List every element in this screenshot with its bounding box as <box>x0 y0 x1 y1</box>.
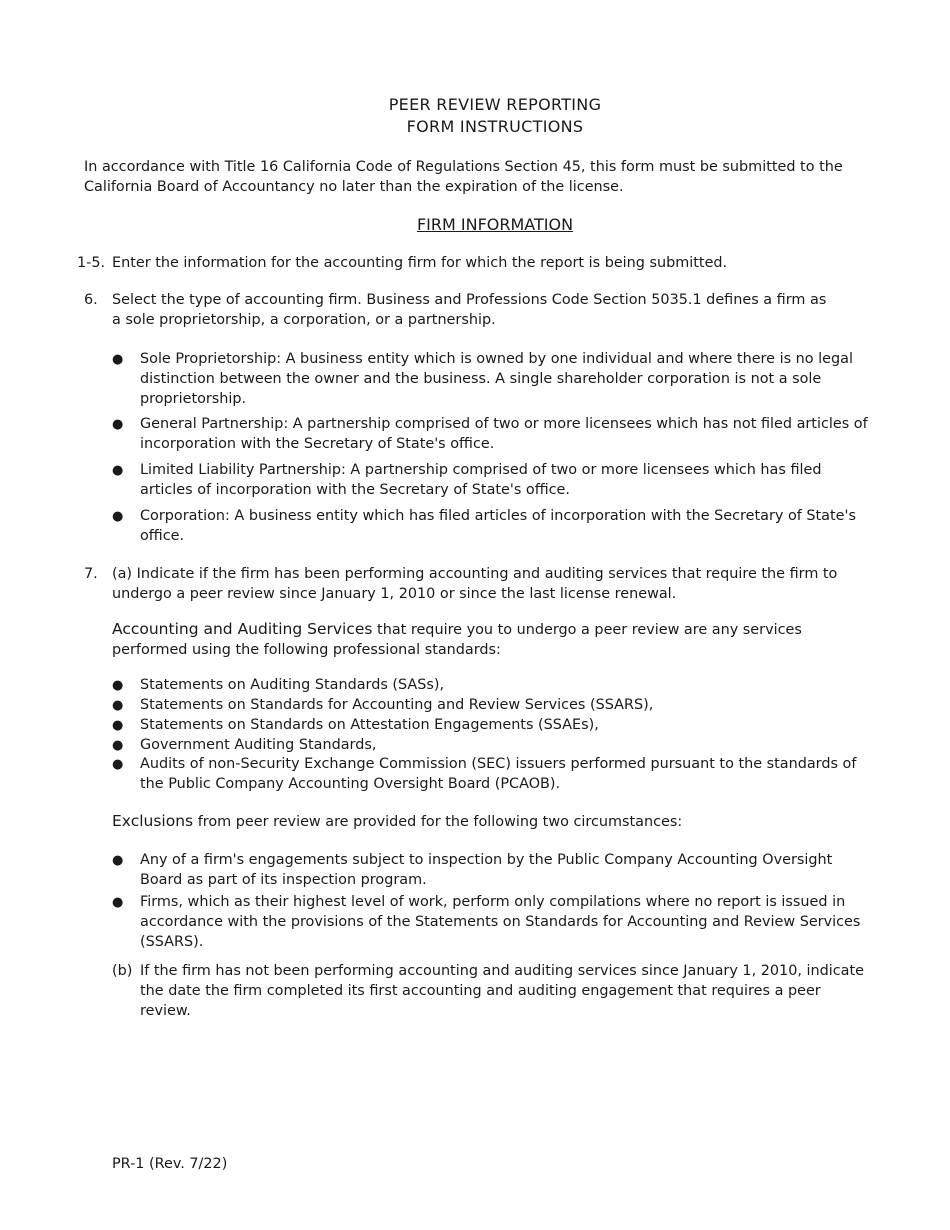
item-1-5-text: Enter the information for the accounting firm for which the report is being submitted. <box>112 255 728 271</box>
firm-type-sole-proprietorship: ● Sole Proprietorship: A business entity which is owned by one individual and where there is no legal distinction between the owner and the business. A single shareholder corporation is not a sole proprietorship. <box>112 351 853 407</box>
item-number-1-5: 1-5. <box>77 255 106 271</box>
bullet-icon: ● <box>112 757 124 772</box>
bullet-icon: ● <box>112 509 124 524</box>
exclusion-list-item: ● Firms, which as their highest level of work, perform only compilations where no report is issued in accordance with the provisions of the Statements on Standards for Accounting and Review Services (SSARS). <box>112 894 861 950</box>
firm-type-corporation: ● Corporation: A business entity which has filed articles of incorporation with the Secretary of State's office. <box>112 508 856 544</box>
item-7a-text: (a) Indicate if the firm has been performing accounting and auditing services that require the firm to undergo a peer review since January 1, 2010 or since the last license renewal. <box>112 566 838 602</box>
firm-type-general-partnership: ● General Partnership: A partnership comprised of two or more licensees which has not filed articles of incorporation with the Secretary of State's office. <box>112 416 868 452</box>
section-heading-firm-information: FIRM INFORMATION <box>416 215 574 234</box>
standard-list-item: ● Government Auditing Standards, <box>140 736 880 756</box>
bullet-icon: ● <box>112 352 124 367</box>
form-revision-footer: PR-1 (Rev. 7/22) <box>112 1156 228 1172</box>
item-6-text: Select the type of accounting firm. Business and Professions Code Section 5035.1 defines a firm as a sole proprietorship, a corporation, or a partnership. <box>112 292 827 328</box>
bullet-icon: ● <box>112 417 124 432</box>
exclusion-list-item: ● Any of a firm's engagements subject to inspection by the Public Company Accounting Oversight Board as part of its inspection program. <box>112 852 833 888</box>
bullet-icon: ● <box>112 895 124 910</box>
standard-list-item: ● Statements on Auditing Standards (SASs), <box>140 676 880 696</box>
bullet-icon: ● <box>112 718 124 733</box>
page-subtitle: FORM INSTRUCTIONS <box>406 117 584 136</box>
standard-list-item: ● Statements on Standards for Accounting and Review Services (SSARS), <box>140 696 880 716</box>
bullet-icon: ● <box>112 463 124 478</box>
standard-list-item: ● Audits of non-Security Exchange Commission (SEC) issuers performed pursuant to the standards of the Public Company Accounting Oversight Board (PCAOB). <box>112 756 857 792</box>
bullet-icon: ● <box>112 698 124 713</box>
item-7b-text: If the firm has not been performing accounting and auditing services since January 1, 2010, indicate the date the firm completed its first accounting and auditing engagement that requires a peer review. <box>140 963 864 1019</box>
item-number-6: 6. <box>84 292 98 308</box>
exclusions-paragraph: Exclusions from peer review are provided for the following two circumstances: <box>112 812 683 830</box>
standard-list-item: ● Statements on Standards on Attestation Engagements (SSAEs), <box>140 716 880 736</box>
services-paragraph: Accounting and Auditing Services that require you to undergo a peer review are any services performed using the following professional standards: <box>112 620 802 658</box>
item-number-7: 7. <box>84 566 98 582</box>
item-7b-label: (b) <box>112 963 133 979</box>
intro-paragraph: In accordance with Title 16 California Code of Regulations Section 45, this form must be submitted to the California Board of Accountancy no later than the expiration of the license. <box>84 159 843 195</box>
bullet-icon: ● <box>112 853 124 868</box>
bullet-icon: ● <box>112 678 124 693</box>
bullet-icon: ● <box>112 738 124 753</box>
firm-type-llp: ● Limited Liability Partnership: A partnership comprised of two or more licensees which has filed articles of incorporation with the Secretary of State's office. <box>112 462 822 498</box>
page-title: PEER REVIEW REPORTING <box>388 95 602 114</box>
